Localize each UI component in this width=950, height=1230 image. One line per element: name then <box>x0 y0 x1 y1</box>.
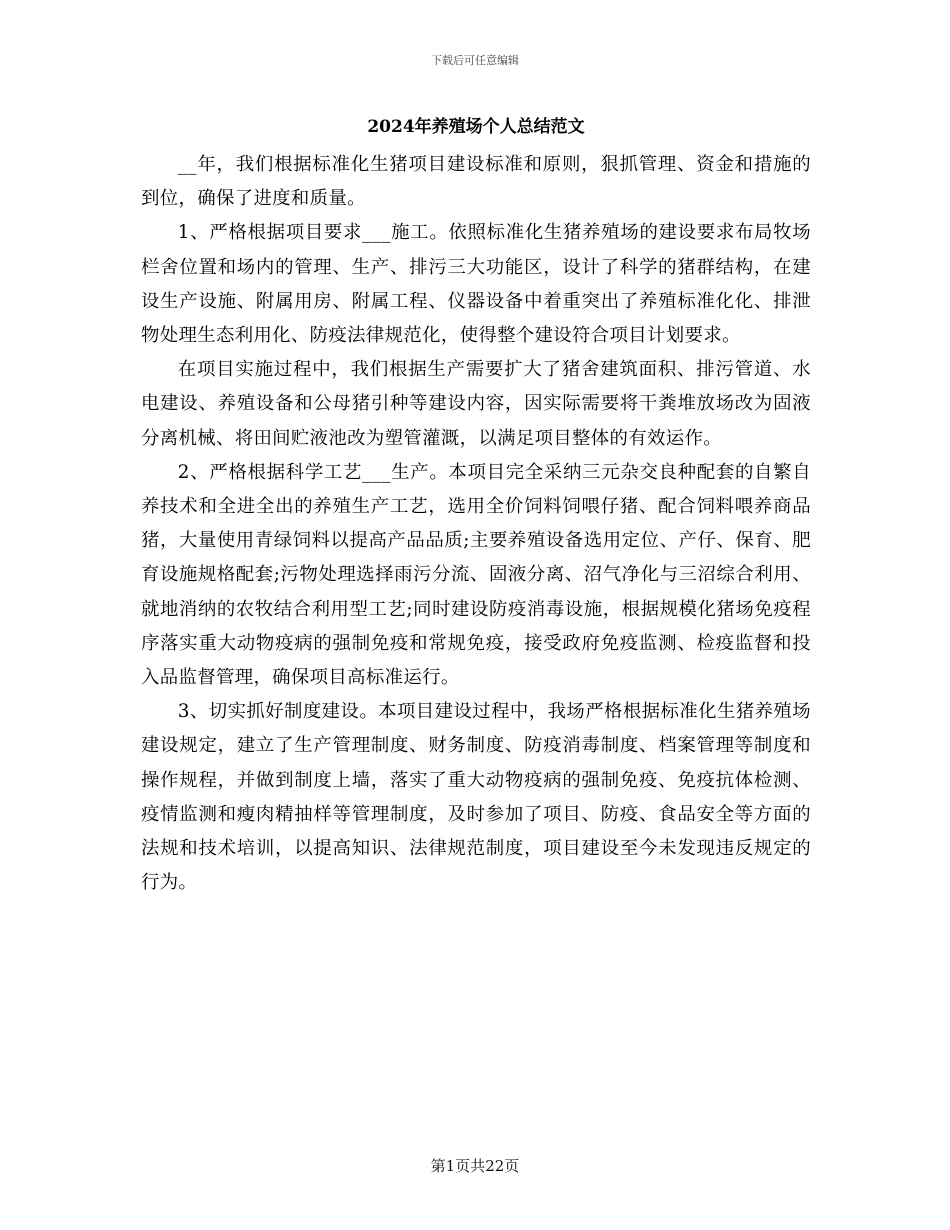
page-header-note: 下载后可任意编辑 <box>431 54 519 67</box>
paragraph-intro: __年，我们根据标准化生猪项目建设标准和原则，狠抓管理、资金和措施的到位，确保了进度和质量。 <box>141 154 811 210</box>
document-title: 2024年养殖场个人总结范文 <box>367 117 585 137</box>
paragraph-implementation: 在项目实施过程中，我们根据生产需要扩大了猪舍建筑面积、排污管道、水电建设、养殖设备和公母猪引种等建设内容，因实际需要将干粪堆放场改为固液分离机械、将田间贮液池改为塑管灌溉，以满足项目整体的有效运作。 <box>141 359 811 449</box>
paragraph-item-2: 2、严格根据科学工艺___生产。本项目完全采纳三元杂交良种配套的自繁自养技术和全进全出的养殖生产工艺，选用全价饲料饲喂仔猪、配合饲料喂养商品猪，大量使用青绿饲料以提高产品品质;主要养殖设备选用定位、产仔、保育、肥育设施规格配套;污物处理选择雨污分流、固液分离、沼气净化与三沼综合利用、就地消纳的农牧结合利用型工艺;同时建设防疫消毒设施，根据规模化猪场免疫程序落实重大动物疫病的强制免疫和常规免疫，接受政府免疫监测、检疫监督和投入品监督管理，确保项目高标准运行。 <box>141 461 811 689</box>
page-number: 第1页共22页 <box>430 1157 520 1175</box>
document-body <box>141 148 811 900</box>
paragraph-item-3: 3、切实抓好制度建设。本项目建设过程中，我场严格根据标准化生猪养殖场建设规定，建立了生产管理制度、财务制度、防疫消毒制度、档案管理等制度和操作规程，并做到制度上墙，落实了重大动物疫病的强制免疫、免疫抗体检测、疫情监测和瘦肉精抽样等管理制度，及时参加了项目、防疫、食品安全等方面的法规和技术培训，以提高知识、法律规范制度，项目建设至今未发现违反规定的行为。 <box>141 701 811 894</box>
paragraph-item-1: 1、严格根据项目要求___施工。依照标准化生猪养殖场的建设要求布局牧场栏舍位置和场内的管理、生产、排污三大功能区，设计了科学的猪群结构，在建设生产设施、附属用房、附属工程、仪器设备中着重突出了养殖标准化化、排泄物处理生态利用化、防疫法律规范化，使得整个建设符合项目计划要求。 <box>141 222 811 347</box>
